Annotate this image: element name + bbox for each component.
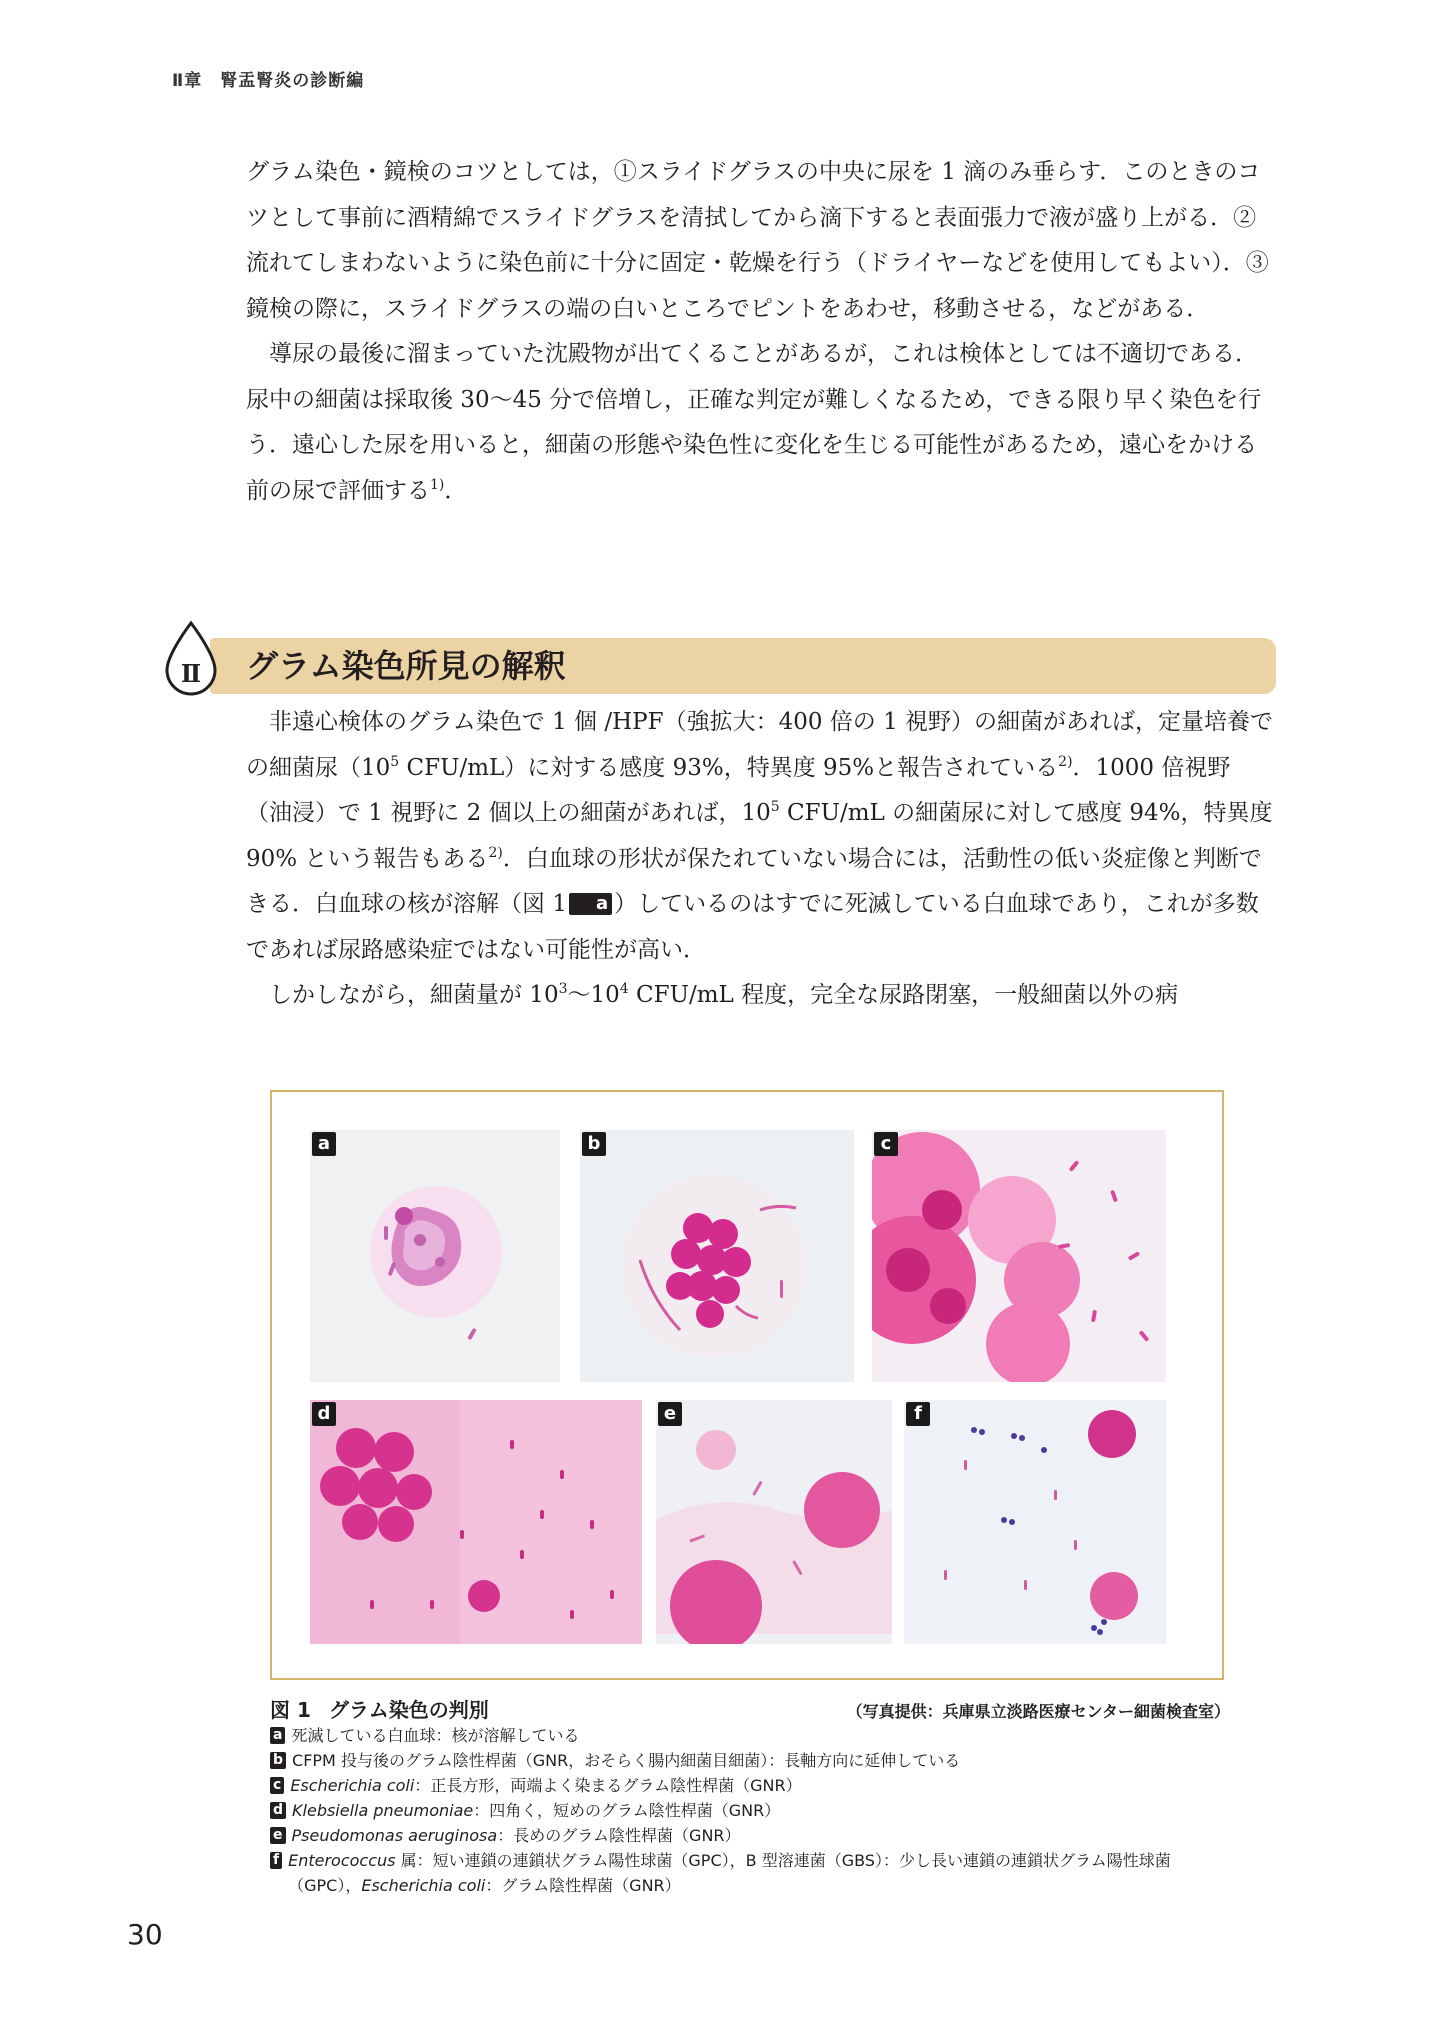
figure-frame	[270, 1090, 1224, 1680]
page-number: 30	[127, 1918, 163, 1951]
caption-item-f: f Enterococcus 属：短い連鎖の連鎖状グラム陽性球菌（GPC），B 型溶連菌（GBS）：少し長い連鎖の連鎖状グラム陽性球菌（GPC），Escherichia coli：グラム陰性桿菌（GNR）	[270, 1848, 1230, 1898]
section-number: Ⅱ	[180, 659, 202, 688]
micrograph-e	[656, 1400, 892, 1644]
intro-text	[246, 150, 1276, 514]
panel-label-a: a	[312, 1132, 336, 1156]
panel-label-d: d	[312, 1402, 336, 1426]
section-title: グラム染色所見の解釈	[246, 647, 566, 685]
micrograph-c	[872, 1130, 1166, 1382]
micrograph-a	[310, 1130, 560, 1382]
panel-label-e: e	[658, 1402, 682, 1426]
ref-1: 1)	[430, 476, 445, 493]
caption-item-e: e Pseudomonas aeruginosa：長めのグラム陰性桿菌（GNR）	[270, 1823, 1230, 1848]
panel-label-c: c	[874, 1132, 898, 1156]
section-number-icon	[161, 620, 221, 696]
micrograph-d	[310, 1400, 642, 1644]
figure-title: グラム染色の判別	[328, 1698, 489, 1722]
figure-caption	[270, 1694, 1230, 1898]
section-body	[246, 700, 1276, 1019]
panel-label-f: f	[906, 1402, 930, 1426]
caption-item-b: b CFPM 投与後のグラム陰性桿菌（GNR，おそらく腸内細菌目細菌）：長軸方向に延伸している	[270, 1748, 1230, 1773]
figure-number: 図 1	[270, 1698, 311, 1722]
caption-item-d: d Klebsiella pneumoniae：四角く，短めのグラム陰性桿菌（GNR）	[270, 1798, 1230, 1823]
paragraph-sensitivity: 非遠心検体のグラム染色で 1 個 /HPF（強拡大：400 倍の 1 視野）の細菌があれば，定量培養での細菌尿（$10^5$ CFU/mL）に対する感度 93%，特異度 95%と報告されている$^{2)}$．1000 倍視野（油浸）で 1 視野に 2 個以上の細菌があれば，$10^5$ CFU/mL の細菌尿に対して感度 94%，特異度 90% という報告もある$^{2)}$．白血球の形状が保たれていない場合には，活動性の低い炎症像と判断できる．白血球の核が溶解（図 1 a ）しているのはすでに死滅している白血球であり，これが多数であれば尿路感染症ではない可能性が高い．	[246, 709, 1274, 963]
ref-2: 2)	[1058, 753, 1073, 770]
micrograph-b	[580, 1130, 854, 1382]
paragraph-however: しかしながら，細菌量が $10^3\sim 10^4$ CFU/mL 程度，完全な尿路閉塞，一般細菌以外の病	[269, 981, 1179, 1008]
ref-2b: 2)	[488, 844, 503, 861]
caption-item-c: c Escherichia coli：正長方形，両端よく染まるグラム陰性桿菌（GNR）	[270, 1773, 1230, 1798]
photo-credit: （写真提供：兵庫県立淡路医療センター細菌検査室）	[846, 1702, 1230, 1721]
paragraph-sediment: 導尿の最後に溜まっていた沈殿物が出てくることがあるが，これは検体としては不適切である．尿中の細菌は採取後 30～45 分で倍増し，正確な判定が難しくなるため，できる限り早く染色を行う．遠心した尿を用いると，細菌の形態や染色性に変化を生じる可能性があるため，遠心をかける前の尿で評価する$^{1)}$．	[246, 341, 1262, 504]
paragraph-gram-tips: グラム染色・鏡検のコツとしては，①スライドグラスの中央に尿を 1 滴のみ垂らす．このときのコツとして事前に酒精綿でスライドグラスを清拭してから滴下すると表面張力で液が盛り上がる．②流れてしまわないように染色前に十分に固定・乾燥を行う（ドライヤーなどを使用してもよい）．③鏡検の際に，スライドグラスの端の白いところでピントをあわせ，移動させる，などがある．	[246, 159, 1269, 322]
micrograph-f	[904, 1400, 1166, 1644]
figure-ref-label: a	[569, 893, 612, 915]
caption-item-a: a 死滅している白血球：核が溶解している	[270, 1723, 1230, 1748]
running-header: Ⅱ章 腎盂腎炎の診断編	[172, 71, 365, 91]
panel-label-b: b	[582, 1132, 606, 1156]
